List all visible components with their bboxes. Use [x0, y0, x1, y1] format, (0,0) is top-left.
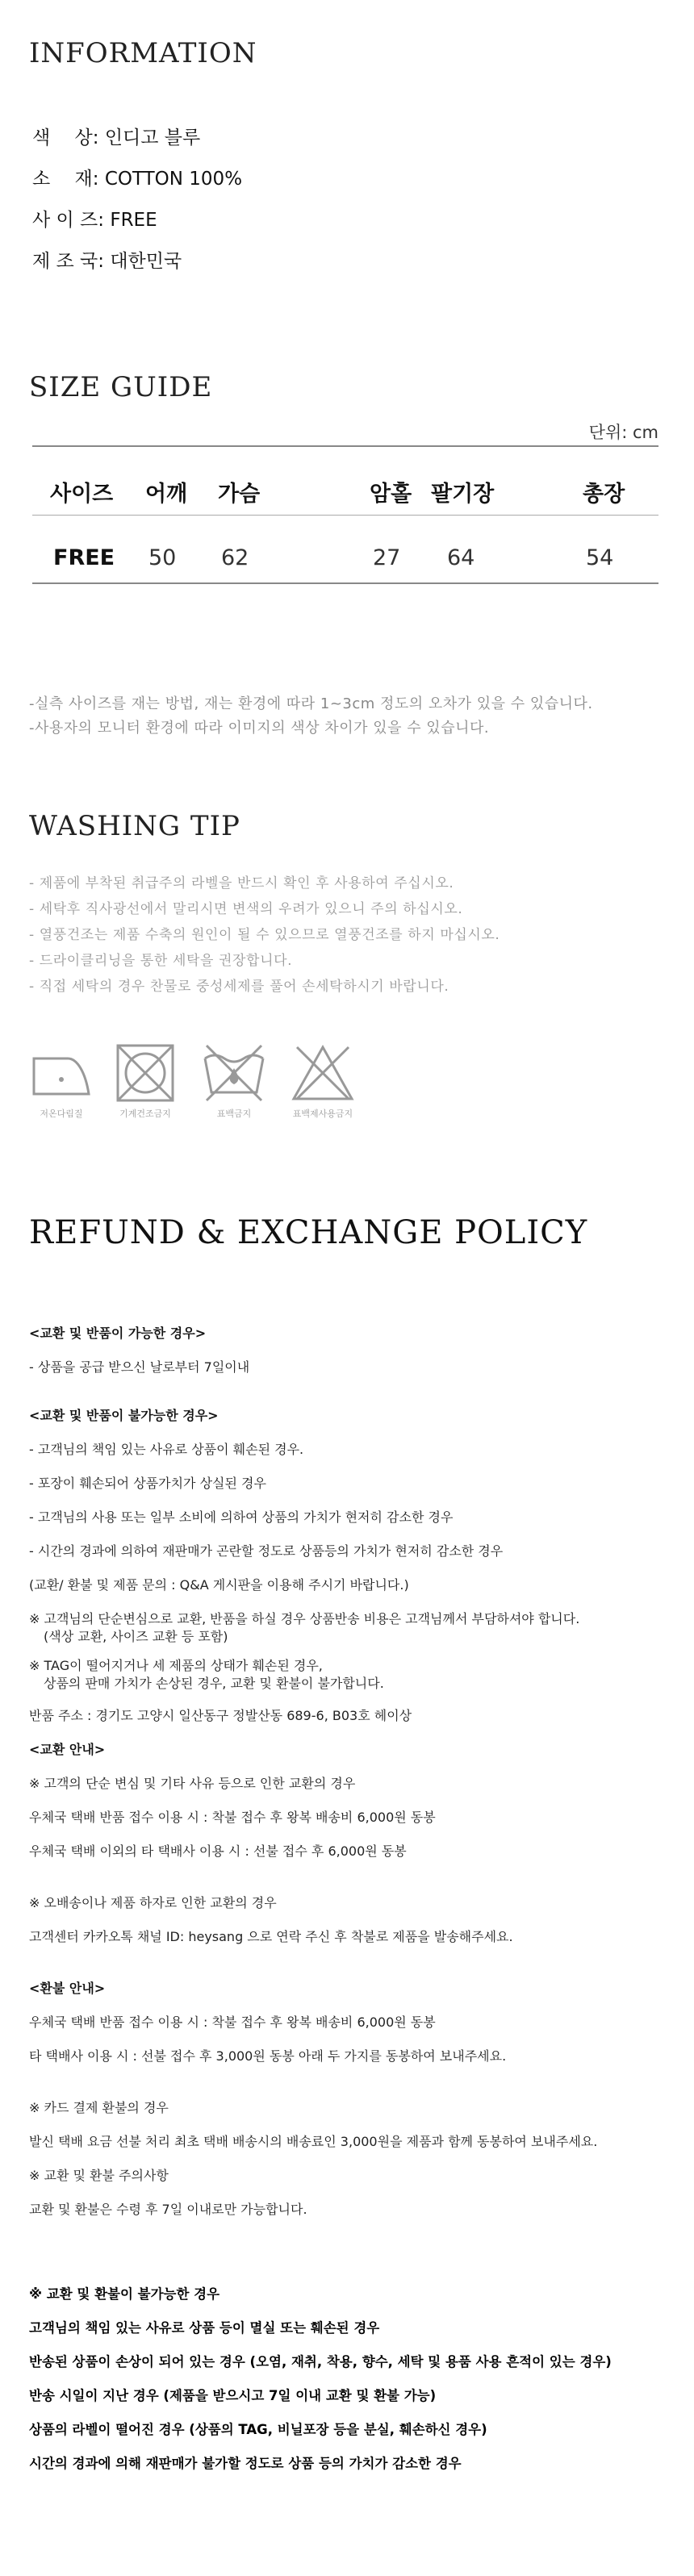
- size-header: 총장: [583, 482, 625, 507]
- policy-line: 우체국 택배 반품 접수 이용 시 : 착불 접수 후 왕복 배송비 6,000원 동봉: [29, 1810, 436, 1825]
- policy-line: (색상 교환, 사이즈 교환 등 포함): [44, 1629, 228, 1644]
- policy-line: ※ 고객님의 단순변심으로 교환, 반품을 하실 경우 상품반송 비용은 고객님께서 부담하셔야 합니다.: [29, 1611, 580, 1626]
- size-cell: 54: [586, 545, 614, 570]
- info-value: FREE: [110, 210, 157, 231]
- info-label: 소 재:: [32, 169, 99, 190]
- policy-line: 우체국 택배 반품 접수 이용 시 : 착불 접수 후 왕복 배송비 6,000원 동봉: [29, 2014, 436, 2030]
- info-origin-row: [32, 246, 182, 273]
- wash-line: - 제품에 부착된 취급주의 라벨을 반드시 확인 후 사용하여 주십시오.: [29, 875, 454, 891]
- wash-line: - 세탁후 직사광선에서 말리시면 변색의 우려가 있으니 주의 하십시오.: [29, 901, 463, 917]
- policy-line: 우체국 택배 이외의 타 택배사 이용 시 : 선불 접수 후 6,000원 동봉: [29, 1843, 407, 1859]
- policy-line: 발신 택배 요금 선불 처리 최초 택배 배송시의 배송료인 3,000원을 제품과 함께 동봉하여 보내주세요.: [29, 2134, 598, 2149]
- size-guide-title: SIZE GUIDE: [29, 371, 213, 403]
- icon-caption: 표백제사용금지: [292, 1108, 353, 1119]
- table-bottom-rule: [32, 582, 658, 584]
- size-header: 암홀: [370, 482, 412, 507]
- policy-heading: <환불 안내>: [29, 1981, 106, 1996]
- size-unit: 단위: cm: [588, 423, 658, 442]
- table-top-rule: [32, 445, 658, 447]
- policy-line: 반송 시일이 지난 경우 (제품을 받으시고 7일 이내 교환 및 환불 가능): [29, 2388, 437, 2403]
- policy-line: (교환/ 환불 및 제품 문의 : Q&A 게시판을 이용해 주시기 바랍니다.): [29, 1577, 409, 1593]
- policy-line: 반송된 상품이 손상이 되어 있는 경우 (오염, 재취, 착용, 향수, 세탁 및 용품 사용 흔적이 있는 경우): [29, 2354, 612, 2369]
- washing-tip-title: WASHING TIP: [29, 810, 240, 842]
- info-label: 제 조 국:: [32, 251, 105, 272]
- policy-line: ※ 고객의 단순 변심 및 기타 사유 등으로 인한 교환의 경우: [29, 1776, 356, 1791]
- wash-line: - 열풍건조는 제품 수축의 원인이 될 수 있으므로 열풍건조를 하지 마십시오.: [29, 927, 500, 943]
- policy-line: 상품의 라벨이 떨어진 경우 (상품의 TAG, 비닐포장 등을 분실, 훼손하신 경우): [29, 2422, 487, 2437]
- policy-line: ※ 카드 결제 환불의 경우: [29, 2100, 169, 2115]
- info-value: COTTON 100%: [104, 169, 243, 190]
- policy-line: - 상품을 공급 받으신 날로부터 7일이내: [29, 1359, 250, 1375]
- icon-caption: 기계건조금지: [119, 1108, 171, 1119]
- refund-title: REFUND & EXCHANGE POLICY: [29, 1214, 588, 1251]
- info-color-row: [32, 123, 200, 149]
- size-cell: 50: [148, 545, 177, 570]
- size-header: 어깨: [145, 482, 188, 507]
- policy-line: - 포장이 훼손되어 상품가치가 상실된 경우: [29, 1476, 266, 1491]
- policy-line: 고객님의 책임 있는 사유로 상품 등이 멸실 또는 훼손된 경우: [29, 2320, 380, 2336]
- size-header: 사이즈: [50, 482, 114, 507]
- size-header: 가슴: [218, 482, 261, 507]
- info-label: 색 상:: [32, 127, 99, 148]
- policy-heading: <교환 및 반품이 가능한 경우>: [29, 1326, 207, 1341]
- size-note: -실측 사이즈를 재는 방법, 재는 환경에 따라 1~3cm 정도의 오차가 있을 수 있습니다.: [29, 695, 593, 712]
- no-bleach-icon: [202, 1041, 266, 1105]
- policy-line: 시간의 경과에 의해 재판매가 불가할 정도로 상품 등의 가치가 감소한 경우: [29, 2456, 462, 2471]
- wash-line: - 직접 세탁의 경우 찬물로 중성세제를 풀어 손세탁하시기 바랍니다.: [29, 979, 449, 995]
- policy-heading: <교환 안내>: [29, 1742, 106, 1757]
- policy-line: 교환 및 환불은 수령 후 7일 이내로만 가능합니다.: [29, 2202, 307, 2217]
- size-cell: 64: [447, 545, 475, 570]
- size-cell: 62: [221, 545, 249, 570]
- no-tumble-dry-icon: [113, 1041, 178, 1105]
- info-size-row: [32, 205, 157, 232]
- icon-caption: 표백금지: [216, 1108, 252, 1119]
- info-value: 인디고 블루: [104, 127, 201, 148]
- iron-low-icon: [29, 1041, 94, 1105]
- policy-line: ※ 오배송이나 제품 하자로 인한 교환의 경우: [29, 1895, 277, 1910]
- return-address: 반품 주소 : 경기도 고양시 일산동구 정발산동 689-6, B03호 헤이상: [29, 1708, 412, 1723]
- size-note: -사용자의 모니터 환경에 따라 이미지의 색상 차이가 있을 수 있습니다.: [29, 720, 490, 737]
- info-material-row: [32, 164, 242, 190]
- policy-line: - 시간의 경과에 의하여 재판매가 곤란할 정도로 상품등의 가치가 현저히 감소한 경우: [29, 1543, 504, 1559]
- info-value: 대한민국: [110, 251, 182, 272]
- information-title: INFORMATION: [29, 37, 257, 69]
- size-header: 팔기장: [431, 482, 495, 507]
- info-label: 사 이 즈:: [32, 210, 105, 231]
- policy-line: 고객센터 카카오톡 채널 ID: heysang 으로 연락 주신 후 착불로 제품을 발송해주세요.: [29, 1929, 513, 1944]
- wash-line: - 드라이클리닝을 통한 세탁을 권장합니다.: [29, 953, 293, 969]
- policy-line: 상품의 판매 가치가 손상된 경우, 교환 및 환불이 불가합니다.: [44, 1676, 384, 1691]
- size-cell: 27: [373, 545, 401, 570]
- policy-heading: <교환 및 반품이 불가능한 경우>: [29, 1408, 219, 1423]
- policy-line: ※ TAG이 떨어지거나 세 제품의 상태가 훼손된 경우,: [29, 1658, 323, 1673]
- no-wash-icon: [291, 1041, 355, 1105]
- policy-line: ※ 교환 및 환불 주의사항: [29, 2168, 169, 2183]
- policy-line: - 고객님의 사용 또는 일부 소비에 의하여 상품의 가치가 현저히 감소한 경우: [29, 1509, 454, 1525]
- table-mid-rule: [32, 515, 658, 516]
- policy-heading: ※ 교환 및 환불이 불가능한 경우: [29, 2286, 220, 2302]
- size-cell: FREE: [53, 545, 115, 570]
- policy-line: - 고객님의 책임 있는 사유로 상품이 훼손된 경우.: [29, 1442, 304, 1457]
- policy-line: 타 택배사 이용 시 : 선불 접수 후 3,000원 동봉 아래 두 가지를 동봉하여 보내주세요.: [29, 2048, 507, 2064]
- icon-caption: 저온다림질: [40, 1108, 83, 1119]
